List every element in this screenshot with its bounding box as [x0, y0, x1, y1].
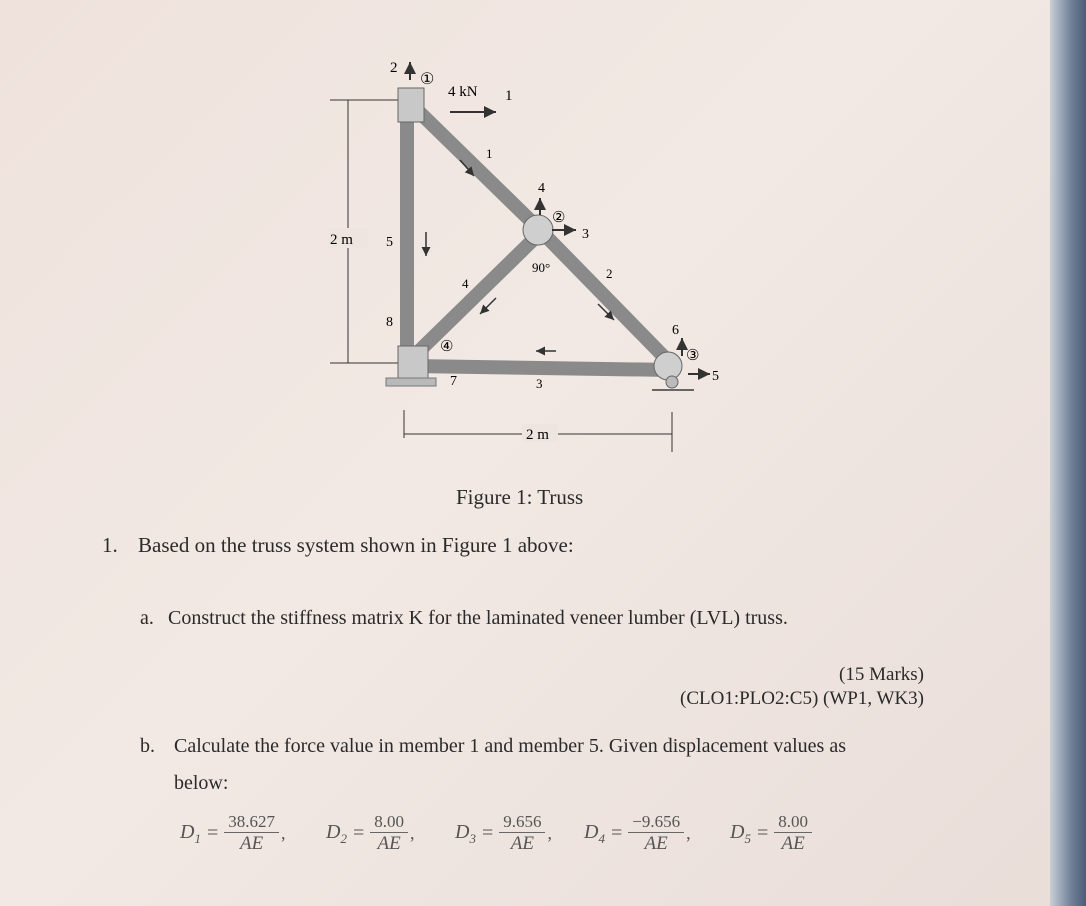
displacement-d1 — [180, 812, 285, 855]
figure-caption: Figure 1: Truss — [456, 485, 584, 509]
equals-sign: = — [352, 822, 365, 844]
node-1-label: ① — [420, 71, 435, 88]
member-3-label: 3 — [536, 376, 543, 391]
dof-4-label: 4 — [538, 181, 545, 196]
disp-denominator: AE — [377, 833, 401, 854]
member-1-label: 1 — [486, 146, 493, 161]
width-dim-label: 2 m — [526, 427, 549, 443]
disp-fraction — [628, 812, 684, 855]
disp-name — [455, 821, 476, 847]
equals-sign: = — [610, 822, 623, 844]
part-b-text-line2: below: — [174, 772, 229, 794]
disp-symbol: D — [584, 820, 599, 843]
equals-sign: = — [481, 822, 494, 844]
dof-8-label: 8 — [386, 315, 393, 330]
displacement-d3 — [455, 812, 552, 855]
disp-denominator: AE — [510, 833, 534, 854]
part-a-label: a. — [140, 607, 154, 629]
node-3-label: ③ — [686, 348, 700, 364]
angle-label: 90° — [532, 260, 551, 275]
joint-4 — [398, 346, 428, 378]
disp-subscript: 2 — [340, 830, 347, 846]
disp-denominator: AE — [644, 833, 668, 854]
disp-symbol: D — [455, 820, 470, 843]
disp-name — [584, 821, 605, 847]
node-4-label: ④ — [440, 339, 454, 355]
member-4-label: 4 — [462, 276, 469, 291]
truss-figure — [300, 40, 760, 470]
disp-separator: , — [409, 823, 415, 843]
disp-numerator: −9.656 — [632, 812, 681, 831]
height-dim-label: 2 m — [330, 232, 353, 248]
dof-3-label: 3 — [582, 227, 589, 242]
disp-denominator: AE — [240, 833, 264, 854]
disp-name — [730, 821, 751, 847]
disp-symbol: D — [730, 820, 745, 843]
part-b-label: b. — [140, 735, 155, 757]
disp-name — [326, 821, 347, 847]
joint-2 — [523, 215, 553, 245]
disp-name — [180, 821, 201, 847]
disp-subscript: 1 — [194, 830, 201, 846]
disp-separator: , — [686, 823, 691, 843]
joint-1 — [398, 88, 424, 122]
displacement-d2 — [326, 812, 414, 855]
dof-5-label: 5 — [712, 369, 719, 384]
disp-separator: , — [547, 823, 552, 843]
joint-3 — [654, 352, 682, 380]
disp-numerator: 8.00 — [374, 812, 404, 831]
dof-6-label: 6 — [672, 323, 679, 338]
equals-sign: = — [206, 822, 219, 844]
part-b-text-line1: Calculate the force value in member 1 and member 5. Given displacement values as — [174, 735, 846, 757]
disp-fraction — [774, 812, 812, 855]
node-2-label: ② — [552, 210, 566, 226]
question-1 — [102, 533, 574, 558]
roller-support — [666, 376, 678, 388]
part-a-text: Construct the stiffness matrix K for the laminated veneer lumber (LVL) truss. — [168, 607, 788, 629]
disp-subscript: 3 — [469, 830, 476, 846]
pin-support — [386, 378, 436, 386]
disp-fraction — [370, 812, 408, 855]
monitor-edge — [1050, 0, 1086, 906]
disp-symbol: D — [326, 820, 341, 843]
disp-numerator: 9.656 — [503, 812, 542, 831]
displacement-d5 — [730, 812, 814, 855]
member-3 — [412, 366, 672, 370]
load-label: 4 kN — [448, 84, 478, 100]
question-text: Based on the truss system shown in Figure 1 above: — [138, 533, 574, 557]
member-5-label: 5 — [386, 235, 393, 250]
disp-separator: , — [280, 823, 286, 843]
disp-denominator: AE — [781, 833, 805, 854]
equals-sign: = — [756, 822, 769, 844]
displacement-d4 — [584, 812, 691, 855]
disp-numerator: 8.00 — [778, 812, 808, 831]
disp-symbol: D — [180, 820, 195, 843]
part-a-marks: (15 Marks) — [839, 664, 924, 685]
member-2-label: 2 — [606, 266, 613, 281]
part-a — [140, 607, 788, 630]
part-a-outcomes: (CLO1:PLO2:C5) (WP1, WK3) — [680, 688, 924, 709]
member-1 — [412, 105, 538, 228]
dof-1-label: 1 — [505, 88, 513, 104]
question-number: 1. — [102, 533, 118, 557]
disp-fraction — [224, 812, 279, 855]
part-b — [140, 735, 846, 758]
disp-numerator: 38.627 — [228, 812, 275, 831]
member-2 — [538, 228, 672, 365]
force-arrow-4 — [480, 298, 496, 314]
dof-7-label: 7 — [450, 374, 457, 389]
disp-subscript: 5 — [744, 830, 751, 846]
member-4 — [412, 235, 538, 358]
dof-2-label: 2 — [390, 60, 398, 76]
disp-subscript: 4 — [598, 830, 605, 846]
disp-fraction — [499, 812, 545, 855]
